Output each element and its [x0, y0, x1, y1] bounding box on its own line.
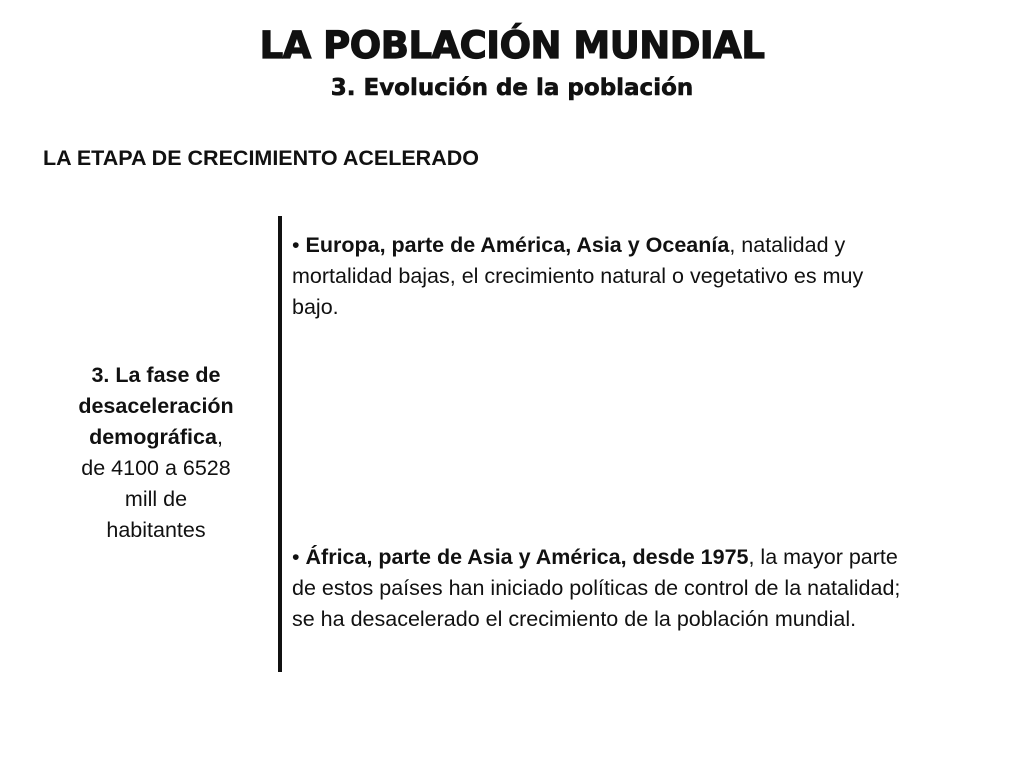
bullet-text: , la mayor parte de estos países han iniciado políticas de control de la natalidad; se ha desacelerado el crecimiento de la población mundial.: [292, 545, 901, 631]
slide-subtitle: 3. Evolución de la población: [330, 75, 694, 101]
phase-line-2: desaceleración: [78, 394, 234, 418]
phase-line-1: 3. La fase de: [91, 363, 221, 387]
section-heading: LA ETAPA DE CRECIMIENTO ACELERADO: [43, 146, 479, 170]
phase-line-3-bold: demográfica: [89, 425, 217, 449]
bullet-item: [292, 230, 912, 323]
phase-line-5: mill de: [124, 487, 188, 511]
bullet-bold-text: África, parte de Asia y América, desde 1975: [305, 545, 749, 569]
phase-line-3: [48, 422, 264, 453]
slide-title: LA POBLACIÓN MUNDIAL: [259, 24, 765, 67]
bullet-bold-text: Europa, parte de América, Asia y Oceanía: [305, 233, 730, 257]
phase-description: [48, 360, 264, 546]
bullet-marker: •: [292, 545, 300, 569]
phase-line-6: habitantes: [106, 518, 206, 542]
phase-line-4: de 4100 a 6528: [81, 456, 231, 480]
phase-line-3-rest: ,: [216, 425, 223, 449]
vertical-divider: [278, 216, 282, 672]
bullet-item: [292, 542, 912, 635]
bullet-text: , natalidad y mortalidad bajas, el crecimiento natural o vegetativo es muy bajo.: [292, 233, 864, 319]
bullet-marker: •: [292, 233, 300, 257]
